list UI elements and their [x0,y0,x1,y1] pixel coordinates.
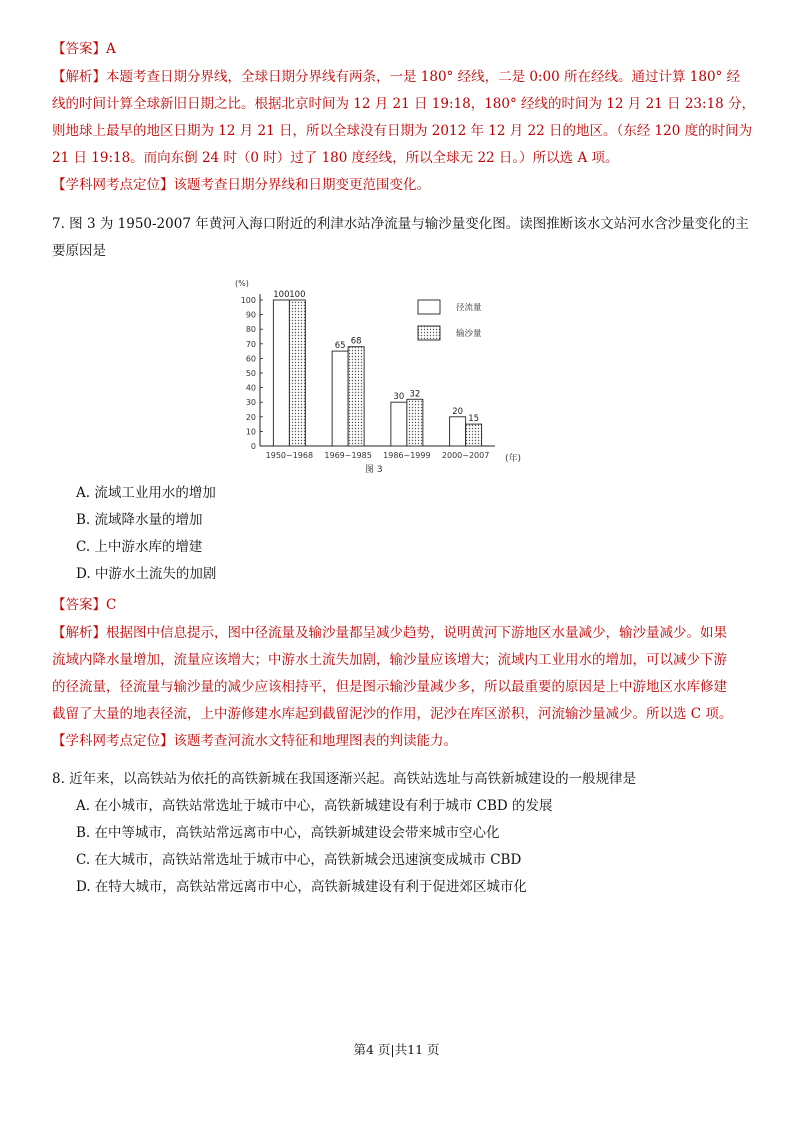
page-footer: 第4 页|共11 页 [353,1042,440,1057]
chart-legend [418,300,482,340]
y-tick-label: 30 [245,398,256,408]
y-tick-label: 60 [245,354,256,364]
legend-label: 输沙量 [456,329,482,339]
y-tick-label: 20 [245,412,256,422]
bar-chart-figure-3 [225,280,525,475]
question-8-stem: 8. 近年来，以高铁站为依托的高铁新城在我国逐渐兴起。高铁站选址与高铁新城建设的一般规律是 [52,771,637,787]
chart-xlabel: (年) [505,454,522,464]
option-a: A. 在小城市，高铁站常选址于城市中心，高铁新城建设有利于城市 CBD 的发展 [76,798,553,814]
option-c: C. 上中游水库的增建 [76,539,203,555]
knowledge-point: 【学科网考点定位】该题考查河流水文特征和地理图表的判读能力。 [52,733,457,749]
analysis-line: 【解析】本题考查日期分界线，全球日期分界线有两条，一是 180° 经线，二是 0:00 所在经线。通过计算 180° 经 [52,69,741,85]
legend-label: 径流量 [456,303,482,313]
x-category-label: 1986~1999 [383,451,431,460]
y-tick-label: 70 [245,339,256,349]
analysis-line: 21 日 19:18。而向东倒 24 时（0 时）过了 180 度经线，所以全球无 22 日。）所以选 A 项。 [52,150,619,166]
option-c: C. 在大城市，高铁站常选址于城市中心，高铁新城会迅速演变成城市 CBD [76,852,522,868]
y-tick-label: 100 [240,296,256,305]
option-d: D. 中游水土流失的加剧 [76,566,217,582]
bar-sediment [348,347,364,446]
answer-label-q7: 【答案】C [52,597,117,613]
x-category-label: 1969~1985 [324,451,372,460]
analysis-line: 流域内降水量增加，流量应该增大；中游水土流失加剧，输沙量应该增大；流域内工业用水的增加，可以减少下游 [52,652,727,668]
y-tick-label: 50 [245,369,256,378]
option-a: A. 流域工业用水的增加 [76,485,216,501]
analysis-line: 则地球上最早的地区日期为 12 月 21 日，所以全球没有日期为 2012 年 12 月 22 日的地区。（东经 120 度的时间为 [52,123,753,139]
y-tick-label: 10 [245,427,256,437]
bar-value-label: 32 [409,389,421,400]
x-category-label: 1950~1968 [265,451,314,460]
bar-sediment [407,399,423,446]
y-tick-label: 40 [245,383,256,393]
bar-value-label: 100 [289,290,306,300]
option-b: B. 在中等城市，高铁站常远离市中心，高铁新城建设会带来城市空心化 [76,825,500,841]
y-tick-label: 80 [245,325,256,335]
bar-value-label: 15 [468,414,480,425]
bar-value-label: 100 [273,290,290,300]
bar-value-label: 30 [393,392,405,403]
bar-sediment [289,300,305,446]
bar-runoff [391,402,407,446]
analysis-line: 线的时间计算全球新旧日期之比。根据北京时间为 12 月 21 日 19:18，180° 经线的时间为 12 月 21 日 23:18 分， [52,96,756,112]
knowledge-point: 【学科网考点定位】该题考查日期分界线和日期变更范围变化。 [52,177,430,193]
chart-title: 图 3 [365,465,383,475]
bar-runoff [450,417,466,446]
option-b: B. 流域降水量的增加 [76,512,203,528]
answer-label-q6: 【答案】A [52,41,116,57]
bar-sediment [466,424,482,446]
bar-value-label: 20 [452,406,464,417]
option-d: D. 在特大城市，高铁站常远离市中心，高铁新城建设有利于促进郊区城市化 [76,879,527,895]
analysis-line: 截留了大量的地表径流，上中游修建水库起到截留泥沙的作用，泥沙在库区淤积，河流输沙量减少。所以选 C 项。 [52,706,733,722]
legend-swatch-sediment [418,326,440,340]
analysis-line: 的径流量，径流量与输沙量的减少应该相持平，但是图示输沙量减少多，所以最重要的原因是上中游地区水库修建 [52,679,727,695]
chart-ylabel: (%) [235,280,249,288]
bar-value-label: 65 [334,341,346,352]
question-7-stem: 7. 图 3 为 1950-2007 年黄河入海口附近的利津水站净流量与输沙量变化图。读图推断该水文站河水含沙量变化的主 [52,216,749,232]
bar-runoff [332,351,348,446]
question-7-stem: 要原因是 [52,243,106,259]
analysis-line: 【解析】根据图中信息提示，图中径流量及输沙量都呈减少趋势，说明黄河下游地区水量减少，输沙量减少。如果 [52,625,727,641]
bar-runoff [273,300,289,446]
legend-swatch-runoff [418,300,440,314]
x-category-label: 2000~2007 [441,451,490,460]
bar-value-label: 68 [350,336,362,347]
y-tick-label: 90 [245,310,256,320]
chart-x-labels [266,451,490,460]
chart-bars [273,300,481,446]
y-tick-label: 0 [250,442,256,451]
